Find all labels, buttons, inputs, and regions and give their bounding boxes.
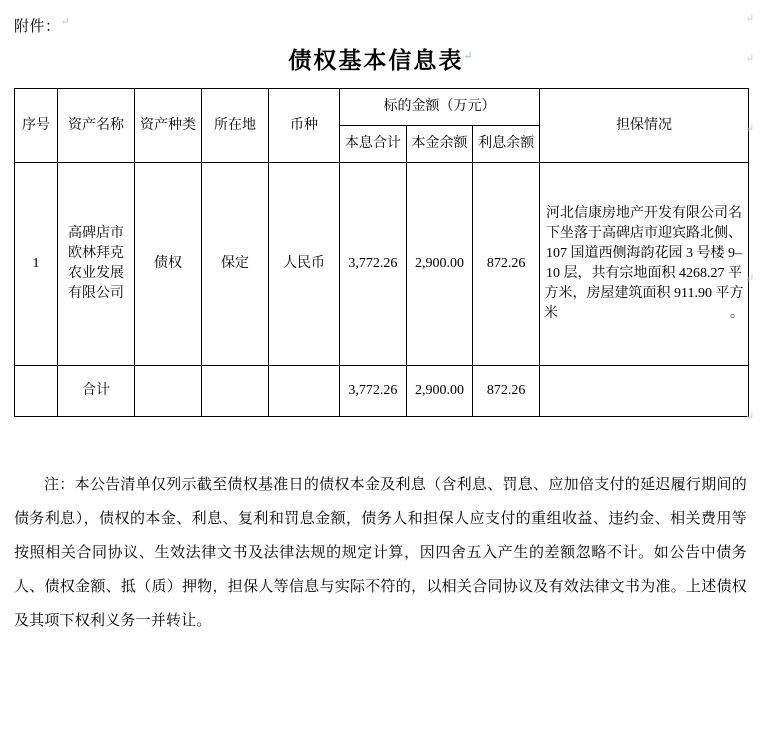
footnote: 注：本公告清单仅列示截至债权基准日的债权本金及利息（含利息、罚息、应加倍支付的延迟履行期间的债务利息），债权的本金、利息、复利和罚息金额，债务人和担保人应支付的重组收益、违约金、相关费用等按照相关合同协议、生效法律文书及法律法规的规定计算，因四舍五入产生的差额忽略不计。如公告中债务人、债权金额、抵（质）押物，担保人等信息与实际不符的，以相关合同协议及有效法律文书为准。上述债权及其项下权利义务一并转让。: [14, 477, 747, 629]
cell-total-location: [202, 366, 269, 417]
cell-asset-name: 高碑店市欧林拜克农业发展有限公司: [58, 163, 135, 366]
table-total-row: [15, 366, 749, 417]
cell-total-currency: [269, 366, 340, 417]
paragraph-mark-icon: ↵: [745, 411, 755, 423]
header-currency: 币种: [269, 89, 340, 163]
header-asset-name: 资产名称: [58, 89, 135, 163]
cell-principal-interest-total: 3,772.26: [340, 163, 407, 366]
cell-guarantee: 河北信康房地产开发有限公司名下坐落于高碑店市迎宾路北侧、107 国道西侧海韵花园 3 号楼 9–10 层，共有宗地面积 4268.27 平方米，房屋建筑面积 911.90 平方米。: [540, 163, 749, 366]
paragraph-mark-icon: ↵: [60, 16, 71, 28]
cell-total-principal-interest-total: 3,772.26: [340, 366, 407, 417]
attachment-label-text: 附件：: [14, 19, 61, 35]
cell-principal-balance: 2,900.00: [406, 163, 473, 366]
editing-marks-column: [745, 0, 759, 731]
table-body: [15, 163, 749, 417]
header-amount-group: 标的金额（万元）: [340, 89, 540, 126]
header-interest-balance: 利息余额: [473, 126, 540, 163]
page-title-text: 债权基本信息表: [288, 48, 464, 73]
cell-total-label: 合计: [58, 366, 135, 417]
cell-total-seq: [15, 366, 58, 417]
cell-total-principal-balance: 2,900.00: [406, 366, 473, 417]
paragraph-mark-icon: ↵: [463, 50, 475, 63]
claim-info-table: [14, 88, 749, 417]
table-header: [15, 89, 749, 163]
header-guarantee: 担保情况: [540, 89, 749, 163]
header-principal-interest-total: 本息合计: [340, 126, 407, 163]
cell-currency: 人民币: [269, 163, 340, 366]
cell-location: 保定: [202, 163, 269, 366]
table-row: [15, 163, 749, 366]
cell-seq: 1: [15, 163, 58, 366]
cell-asset-kind: 债权: [135, 163, 202, 366]
paragraph-mark-icon: ↵: [745, 13, 755, 25]
header-location: 所在地: [202, 89, 269, 163]
page-title: [0, 42, 763, 75]
cell-total-interest-balance: 872.26: [473, 366, 540, 417]
cell-total-kind: [135, 366, 202, 417]
paragraph-mark-icon: ↵: [745, 53, 755, 65]
attachment-label: [14, 12, 70, 37]
header-asset-kind: 资产种类: [135, 89, 202, 163]
cell-total-guarantee: [540, 366, 749, 417]
paragraph-mark-icon: ↵: [745, 123, 755, 135]
header-seq: 序号: [15, 89, 58, 163]
header-principal-balance: 本金余额: [406, 126, 473, 163]
cell-interest-balance: 872.26: [473, 163, 540, 366]
paragraph-mark-icon: ↵: [745, 273, 755, 285]
